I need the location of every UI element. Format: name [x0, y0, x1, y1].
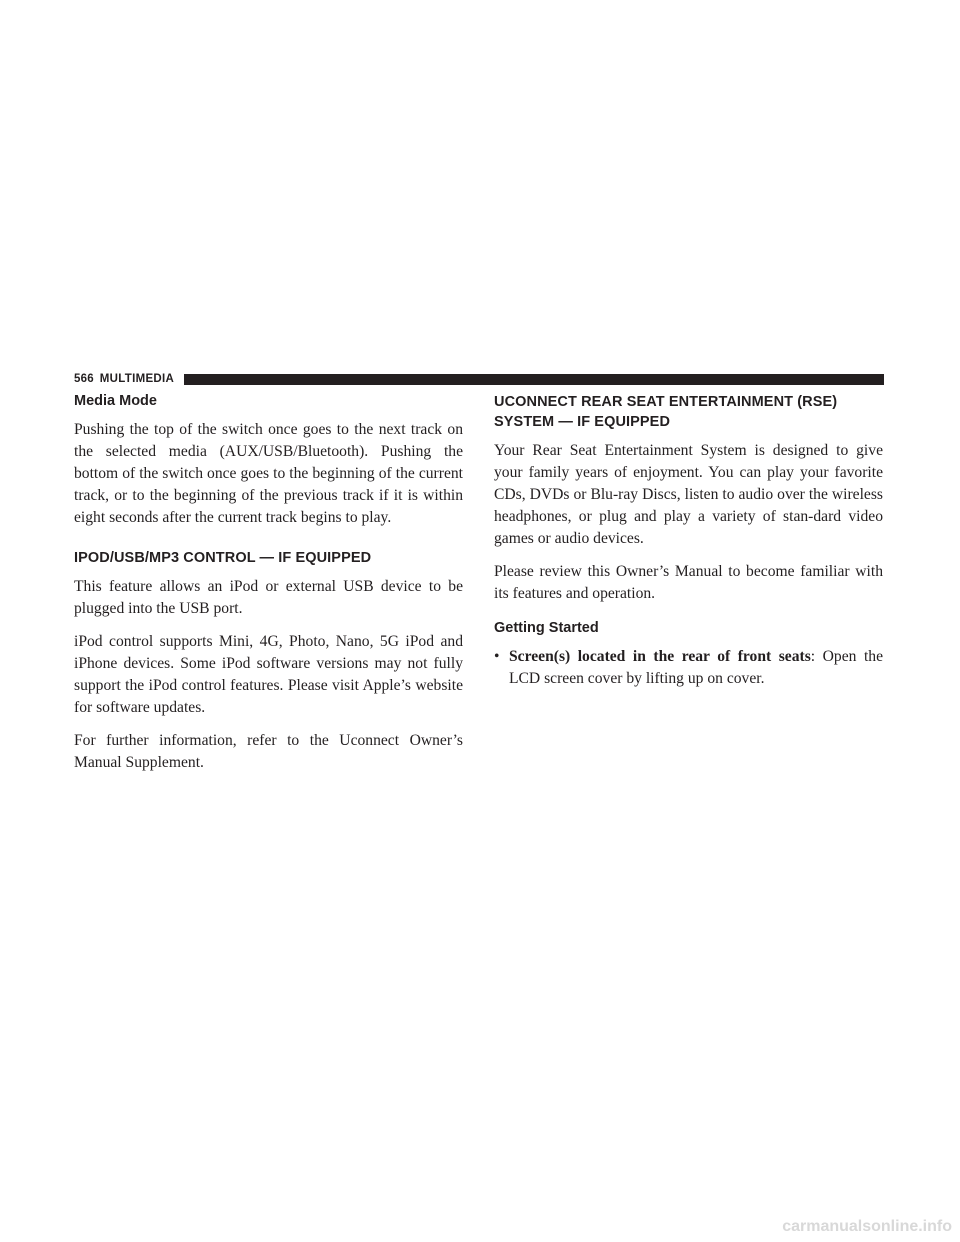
ipod-paragraph-1: This feature allows an iPod or external USB device to be plugged into the USB port. — [74, 578, 463, 617]
left-column — [74, 392, 463, 785]
rse-paragraph-1: Your Rear Seat Entertainment System is designed to give your family years of enjoyment. You can play your favorite CDs, DVDs or Blu-ray Discs, listen to audio over the wireless headphones, or plug and play a variety of stan-dard video games or audio devices. — [494, 442, 883, 547]
bullet-icon: • — [494, 648, 500, 665]
rse-heading-line-2: SYSTEM — IF EQUIPPED — [494, 414, 671, 430]
rse-paragraph-2: Please review this Owner’s Manual to become familiar with its features and operation. — [494, 563, 883, 602]
getting-started-title: Getting Started — [494, 620, 599, 636]
media-mode-paragraph: Pushing the top of the switch once goes to the next track on the selected media (AUX/USB/Bluetooth). Pushing the bottom of the switch once goes to the beginning of the current track, or to the beginning of the previous track if it is within eight seconds after the current track begins to play. — [74, 421, 463, 526]
bullet-text: : Open the LCD screen cover by lifting up on cover. — [509, 648, 883, 687]
ipod-paragraph-3: For further information, refer to the Uconnect Owner’s Manual Supplement. — [74, 732, 463, 771]
rse-heading — [494, 392, 883, 432]
right-column — [494, 392, 883, 690]
media-mode-title: Media Mode — [74, 393, 157, 409]
bullet-screen-location — [494, 646, 883, 690]
ipod-paragraph-2: iPod control supports Mini, 4G, Photo, Nano, 5G iPod and iPhone devices. Some iPod software versions may not fully support the iPod control features. Please visit Apple’s website for software updates. — [74, 633, 463, 716]
page-number: 566 — [74, 373, 94, 385]
bullet-body — [509, 646, 883, 690]
rse-heading-line-1: UCONNECT REAR SEAT ENTERTAINMENT (RSE) — [494, 394, 838, 410]
header-rule — [184, 374, 884, 385]
bullet-lead: Screen(s) located in the rear of front seats — [509, 648, 811, 665]
watermark: carmanualsonline.info — [782, 1218, 952, 1235]
page-header — [74, 372, 884, 386]
ipod-usb-mp3-heading: IPOD/USB/MP3 CONTROL — IF EQUIPPED — [74, 550, 372, 566]
section-name: MULTIMEDIA — [99, 373, 175, 385]
